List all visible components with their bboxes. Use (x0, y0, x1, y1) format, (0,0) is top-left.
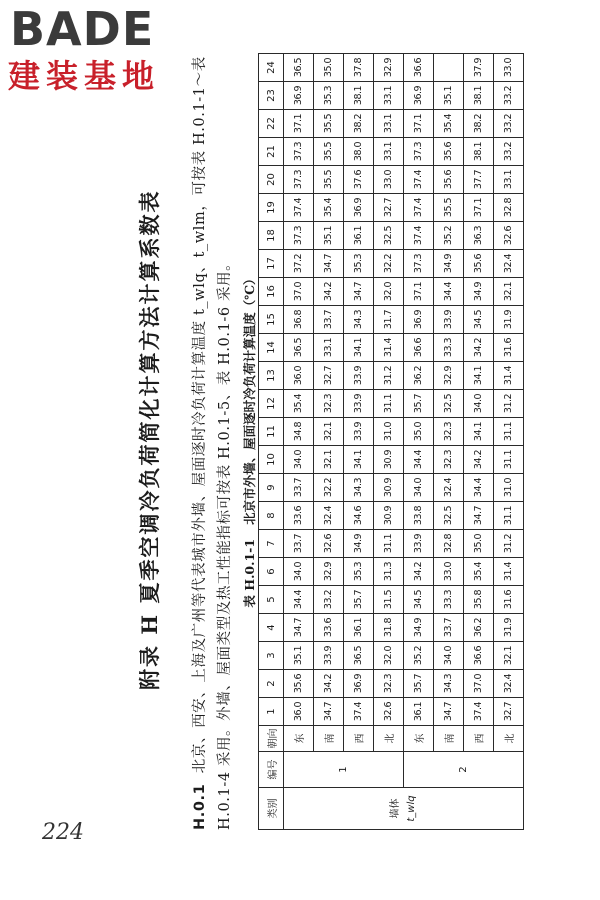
value-cell: 32.3 (374, 670, 404, 698)
value-cell: 33.2 (494, 82, 524, 110)
value-cell: 37.4 (464, 698, 494, 726)
header-hour: 17 (259, 250, 284, 278)
value-cell: 35.0 (464, 530, 494, 558)
logo-subtitle: 建装基地 (8, 57, 161, 95)
table-caption (240, 50, 258, 830)
value-cell: 35.1 (434, 82, 464, 110)
value-cell: 30.9 (374, 474, 404, 502)
value-cell: 34.7 (314, 250, 344, 278)
orientation-cell: 北 (494, 726, 524, 752)
header-hour: 14 (259, 334, 284, 362)
temperature-table (258, 53, 524, 830)
value-cell: 33.7 (284, 530, 314, 558)
value-cell: 33.1 (374, 82, 404, 110)
value-cell: 34.2 (314, 670, 344, 698)
value-cell: 32.4 (314, 502, 344, 530)
value-cell: 32.1 (494, 278, 524, 306)
header-hour: 2 (259, 670, 284, 698)
value-cell: 32.9 (374, 54, 404, 82)
value-cell: 34.5 (464, 306, 494, 334)
value-cell: 34.9 (464, 278, 494, 306)
header-hour: 9 (259, 474, 284, 502)
value-cell: 36.5 (344, 642, 374, 670)
value-cell: 35.7 (404, 390, 434, 418)
value-cell: 32.2 (374, 250, 404, 278)
orientation-cell: 西 (464, 726, 494, 752)
header-hour: 20 (259, 166, 284, 194)
table-row (314, 54, 344, 830)
value-cell: 34.2 (404, 558, 434, 586)
value-cell: 31.0 (374, 418, 404, 446)
header-orientation: 朝向 (259, 726, 284, 752)
value-cell: 35.6 (434, 166, 464, 194)
header-hour: 19 (259, 194, 284, 222)
value-cell: 37.8 (344, 54, 374, 82)
value-cell: 37.1 (404, 278, 434, 306)
page-number: 224 (42, 820, 84, 845)
value-cell: 33.9 (344, 418, 374, 446)
value-cell: 33.8 (404, 502, 434, 530)
value-cell: 33.2 (314, 586, 344, 614)
value-cell: 35.5 (434, 194, 464, 222)
value-cell: 36.6 (404, 334, 434, 362)
value-cell: 34.7 (284, 614, 314, 642)
header-hour: 15 (259, 306, 284, 334)
value-cell: 33.1 (374, 110, 404, 138)
value-cell: 33.1 (494, 166, 524, 194)
header-hour: 5 (259, 586, 284, 614)
value-cell: 35.4 (314, 194, 344, 222)
value-cell: 36.9 (344, 194, 374, 222)
orientation-cell: 南 (314, 726, 344, 752)
value-cell: 37.3 (404, 250, 434, 278)
clause-paragraph (188, 50, 238, 830)
value-cell: 32.7 (314, 362, 344, 390)
value-cell: 34.7 (344, 278, 374, 306)
value-cell: 32.8 (434, 530, 464, 558)
group-number: 1 (284, 752, 404, 788)
value-cell: 35.6 (284, 670, 314, 698)
table-row (464, 54, 494, 830)
value-cell: 31.8 (374, 614, 404, 642)
value-cell: 33.2 (494, 110, 524, 138)
value-cell: 31.1 (374, 530, 404, 558)
value-cell: 34.7 (434, 698, 464, 726)
value-cell: 31.1 (494, 446, 524, 474)
value-cell: 34.2 (464, 334, 494, 362)
value-cell: 37.4 (404, 222, 434, 250)
value-cell: 35.1 (284, 642, 314, 670)
value-cell: 38.2 (344, 110, 374, 138)
value-cell: 34.0 (404, 474, 434, 502)
value-cell: 35.0 (404, 418, 434, 446)
value-cell: 31.2 (494, 390, 524, 418)
value-cell: 35.1 (314, 222, 344, 250)
value-cell: 31.1 (494, 418, 524, 446)
value-cell: 35.6 (464, 250, 494, 278)
value-cell: 36.1 (344, 222, 374, 250)
header-category: 类别 (259, 788, 284, 830)
value-cell: 33.0 (494, 54, 524, 82)
value-cell: 35.4 (434, 110, 464, 138)
value-cell: 32.7 (494, 698, 524, 726)
value-cell: 37.7 (464, 166, 494, 194)
value-cell: 36.5 (284, 54, 314, 82)
value-cell: 36.6 (464, 642, 494, 670)
header-hour: 3 (259, 642, 284, 670)
table-row (374, 54, 404, 830)
value-cell: 31.0 (494, 474, 524, 502)
value-cell: 31.1 (494, 502, 524, 530)
orientation-cell: 西 (344, 726, 374, 752)
value-cell: 32.4 (434, 474, 464, 502)
value-cell: 33.7 (314, 306, 344, 334)
value-cell: 33.6 (314, 614, 344, 642)
value-cell: 37.0 (464, 670, 494, 698)
value-cell: 32.6 (374, 698, 404, 726)
value-cell: 34.4 (464, 474, 494, 502)
value-cell: 33.9 (344, 390, 374, 418)
value-cell: 32.1 (494, 642, 524, 670)
value-cell: 33.1 (314, 334, 344, 362)
value-cell: 38.0 (344, 138, 374, 166)
value-cell: 35.3 (344, 558, 374, 586)
value-cell: 32.8 (494, 194, 524, 222)
header-hour: 1 (259, 698, 284, 726)
value-cell: 32.5 (434, 502, 464, 530)
value-cell: 34.9 (404, 614, 434, 642)
value-cell: 35.3 (314, 82, 344, 110)
value-cell: 37.1 (404, 110, 434, 138)
appendix-title: 附录 H 夏季空调冷负荷简化计算方法计算系数表 (137, 189, 162, 690)
value-cell: 34.2 (464, 446, 494, 474)
value-cell: 33.6 (284, 502, 314, 530)
value-cell: 31.1 (374, 390, 404, 418)
value-cell: 31.6 (494, 586, 524, 614)
value-cell: 32.6 (494, 222, 524, 250)
value-cell: 30.9 (374, 502, 404, 530)
value-cell: 32.0 (374, 642, 404, 670)
value-cell: 36.1 (344, 614, 374, 642)
value-cell: 36.9 (404, 82, 434, 110)
value-cell: 33.7 (284, 474, 314, 502)
value-cell: 34.3 (344, 306, 374, 334)
value-cell: 33.7 (434, 614, 464, 642)
header-hour: 18 (259, 222, 284, 250)
value-cell: 37.4 (404, 166, 434, 194)
orientation-cell: 东 (284, 726, 314, 752)
value-cell: 32.1 (314, 418, 344, 446)
header-hour: 16 (259, 278, 284, 306)
table-row (284, 54, 314, 830)
value-cell: 33.1 (374, 138, 404, 166)
value-cell: 34.8 (284, 418, 314, 446)
value-cell: 34.1 (344, 334, 374, 362)
value-cell: 37.9 (464, 54, 494, 82)
value-cell: 35.5 (314, 110, 344, 138)
orientation-cell: 东 (404, 726, 434, 752)
value-cell: 34.0 (464, 390, 494, 418)
category-cell (284, 788, 524, 830)
value-cell: 30.9 (374, 446, 404, 474)
logo-wordmark: BADE (10, 2, 155, 56)
value-cell: 36.2 (464, 614, 494, 642)
value-cell: 31.2 (374, 362, 404, 390)
value-cell: 34.5 (404, 586, 434, 614)
value-cell: 32.6 (314, 530, 344, 558)
value-cell: 37.3 (284, 138, 314, 166)
value-cell: 34.0 (284, 446, 314, 474)
value-cell: 32.3 (314, 390, 344, 418)
value-cell: 36.5 (284, 334, 314, 362)
value-cell: 35.4 (284, 390, 314, 418)
value-cell: 34.2 (314, 278, 344, 306)
header-hour: 4 (259, 614, 284, 642)
header-hour: 23 (259, 82, 284, 110)
value-cell: 31.5 (374, 586, 404, 614)
value-cell: 33.0 (434, 558, 464, 586)
rotated-page-content (137, 50, 580, 830)
table-title: 北京市外墙、屋面逐时冷负荷计算温度（℃） (242, 272, 257, 525)
value-cell: 37.4 (284, 194, 314, 222)
value-cell: 32.3 (434, 418, 464, 446)
value-cell: 32.1 (314, 446, 344, 474)
value-cell: 37.0 (284, 278, 314, 306)
value-cell: 34.4 (434, 278, 464, 306)
value-cell: 36.9 (284, 82, 314, 110)
header-hour: 22 (259, 110, 284, 138)
value-cell: 32.5 (374, 222, 404, 250)
value-cell: 32.5 (434, 390, 464, 418)
group-number: 2 (404, 752, 524, 788)
value-cell: 35.7 (344, 586, 374, 614)
table-row (344, 54, 374, 830)
value-cell: 37.4 (404, 194, 434, 222)
value-cell: 31.6 (494, 334, 524, 362)
clause-text: 北京、西安、上海及广州等代表城市外墙、屋面逐时冷负荷计算温度 t_wlq、t_wlm，可按表 H.0.1-1～表 H.0.1-4 采用。外墙、屋面类型及热工性能指标可按表 H.0.1-5、表 H.0.1-6 采用。 (192, 56, 233, 830)
value-cell: 38.1 (464, 138, 494, 166)
header-hour: 8 (259, 502, 284, 530)
clause-number: H.0.1 (192, 783, 208, 830)
value-cell: 38.1 (344, 82, 374, 110)
value-cell: 31.2 (494, 530, 524, 558)
orientation-cell: 南 (434, 726, 464, 752)
value-cell: 37.1 (464, 194, 494, 222)
value-cell: 32.2 (314, 474, 344, 502)
value-cell: 34.6 (344, 502, 374, 530)
value-cell: 34.3 (344, 474, 374, 502)
value-cell: 37.4 (344, 698, 374, 726)
value-cell: 31.9 (494, 614, 524, 642)
value-cell: 36.2 (404, 362, 434, 390)
value-cell: 35.2 (434, 222, 464, 250)
header-hour: 13 (259, 362, 284, 390)
value-cell: 34.0 (284, 558, 314, 586)
table-row (404, 54, 434, 830)
value-cell: 35.5 (314, 138, 344, 166)
value-cell: 34.3 (434, 670, 464, 698)
value-cell: 38.1 (464, 82, 494, 110)
header-hour: 6 (259, 558, 284, 586)
value-cell: 37.1 (284, 110, 314, 138)
header-hour: 12 (259, 390, 284, 418)
header-number: 编号 (259, 752, 284, 788)
header-hour: 10 (259, 446, 284, 474)
value-cell: 32.3 (434, 446, 464, 474)
value-cell: 33.9 (314, 642, 344, 670)
value-cell: 36.6 (404, 54, 434, 82)
value-cell: 34.7 (314, 698, 344, 726)
value-cell: 34.1 (464, 362, 494, 390)
value-cell: 34.9 (344, 530, 374, 558)
header-hour: 24 (259, 54, 284, 82)
table-label: 表 H.0.1-1 (242, 538, 257, 608)
value-cell: 32.9 (314, 558, 344, 586)
value-cell: 35.4 (464, 558, 494, 586)
value-cell: 33.3 (434, 334, 464, 362)
value-cell: 32.0 (374, 278, 404, 306)
value-cell: 31.9 (494, 306, 524, 334)
value-cell: 32.4 (494, 250, 524, 278)
value-cell: 35.8 (464, 586, 494, 614)
value-cell: 34.9 (434, 250, 464, 278)
value-cell: 36.1 (404, 698, 434, 726)
table-row (494, 54, 524, 830)
value-cell: 31.4 (374, 334, 404, 362)
value-cell: 35.2 (404, 642, 434, 670)
value-cell: 33.9 (344, 362, 374, 390)
header-hour: 11 (259, 418, 284, 446)
value-cell: 34.1 (464, 418, 494, 446)
value-cell: 38.2 (464, 110, 494, 138)
value-cell: 34.4 (404, 446, 434, 474)
value-cell (434, 54, 464, 82)
value-cell: 36.9 (404, 306, 434, 334)
value-cell: 31.3 (374, 558, 404, 586)
header-hour: 7 (259, 530, 284, 558)
value-cell: 37.6 (344, 166, 374, 194)
value-cell: 37.3 (284, 166, 314, 194)
value-cell: 36.0 (284, 362, 314, 390)
value-cell: 32.9 (434, 362, 464, 390)
value-cell: 35.0 (314, 54, 344, 82)
value-cell: 36.9 (344, 670, 374, 698)
value-cell: 31.4 (494, 558, 524, 586)
header-hour: 21 (259, 138, 284, 166)
value-cell: 32.7 (374, 194, 404, 222)
value-cell: 33.3 (434, 586, 464, 614)
value-cell: 32.4 (494, 670, 524, 698)
value-cell: 36.3 (464, 222, 494, 250)
value-cell: 37.2 (284, 250, 314, 278)
value-cell: 37.3 (284, 222, 314, 250)
value-cell: 33.2 (494, 138, 524, 166)
category-symbol: t_wlq (405, 795, 417, 822)
orientation-cell: 北 (374, 726, 404, 752)
value-cell: 31.4 (494, 362, 524, 390)
value-cell: 33.9 (434, 306, 464, 334)
value-cell: 31.7 (374, 306, 404, 334)
value-cell: 34.1 (344, 446, 374, 474)
value-cell: 35.7 (404, 670, 434, 698)
value-cell: 33.9 (404, 530, 434, 558)
value-cell: 33.0 (374, 166, 404, 194)
table-row (434, 54, 464, 830)
value-cell: 34.7 (464, 502, 494, 530)
value-cell: 34.4 (284, 586, 314, 614)
value-cell: 35.6 (434, 138, 464, 166)
value-cell: 37.3 (404, 138, 434, 166)
value-cell: 35.3 (344, 250, 374, 278)
value-cell: 34.0 (434, 642, 464, 670)
value-cell: 36.0 (284, 698, 314, 726)
category-name: 墙体 (389, 798, 401, 819)
value-cell: 36.8 (284, 306, 314, 334)
value-cell: 35.5 (314, 166, 344, 194)
